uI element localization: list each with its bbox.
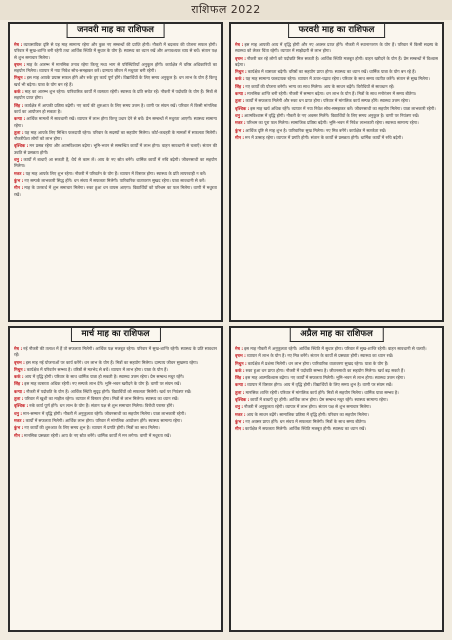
panel-body xyxy=(235,42,438,316)
sign-name: कर्क : xyxy=(14,374,24,380)
sign-text: कार्यों में बाधाएँ दूर होंगी। आर्थिक लाभ होगा। प्रेम सम्बन्ध मधुर रहेंगे। स्वास्थ्य सामान्य रहेगा। xyxy=(250,397,388,403)
sign-entry xyxy=(235,426,438,432)
sign-entry xyxy=(14,75,217,88)
sign-name: मेष : xyxy=(14,346,23,351)
sign-entry xyxy=(235,361,438,367)
sign-name: मिथुन : xyxy=(235,360,247,366)
sign-entry xyxy=(14,157,217,170)
sign-text: नए कार्यों की योजना बनेगी। भाग्य का साथ मिलेगा। आय के साधन बढ़ेंगे। विरोधियों से सावधान रहें। xyxy=(245,83,395,89)
sign-text: कार्यक्षेत्र में आपकी प्रतिष्ठा बढ़ेगी। नए कार्य की शुरुआत के लिए समय उत्तम है। वाणी पर संयम रखें। परिवार में किसी मांगलिक कार्य का आयोजन हो सकता है। xyxy=(14,102,217,114)
sign-name: कर्क : xyxy=(14,89,24,95)
sign-text: नए कार्यों की शुरुआत के लिए समय शुभ है। व्यापार में प्रगति होगी। मित्रों का साथ मिलेगा। xyxy=(24,425,160,431)
sign-entry xyxy=(14,425,217,431)
sign-entry xyxy=(14,62,217,75)
sign-name: सिंह : xyxy=(235,375,245,381)
sign-text: इस माह खर्च अधिक रहेंगे। व्यापार में नया निवेश सोच-समझकर करें। जीवनसाथी का सहयोग मिलेगा। यात्रा लाभकारी रहेगी। xyxy=(250,105,436,111)
panel-body xyxy=(14,42,217,316)
sign-name: मिथुन : xyxy=(14,366,26,372)
page-header-title: राशिफल 2022 xyxy=(191,3,261,16)
sign-name: कन्या : xyxy=(235,382,247,388)
sign-name: मिथुन : xyxy=(235,69,247,75)
sign-text: नौकरी में पदोन्नति के योग हैं। आर्थिक स्थिति सुदृढ़ होगी। विद्यार्थियों को सफलता मिलेगी। खर्च पर नियंत्रण रखें। xyxy=(26,388,192,394)
sign-text: माह के उत्तरार्ध में शुभ समाचार मिलेगा। रुका हुआ धन वापस आएगा। विद्यार्थियों को परिश्रम का फल मिलेगा। वाणी में मधुरता रखें। xyxy=(14,185,217,197)
sign-entry xyxy=(14,367,217,373)
sign-text: परिश्रम का पूरा फल मिलेगा। सामाजिक प्रतिष्ठा बढ़ेगी। भूमि-भवन में निवेश लाभकारी रहेगा। स्वास्थ्य सामान्य रहेगा। xyxy=(246,120,419,126)
sign-name: मीन : xyxy=(14,185,24,191)
sign-entry xyxy=(14,185,217,198)
sign-entry xyxy=(235,113,438,119)
sign-text: आय में वृद्धि होगी। परिवार के साथ धार्मिक यात्रा हो सकती है। स्वास्थ्य उत्तम रहेगा। प्रेम सम्बन्ध मधुर रहेंगे। xyxy=(24,374,185,380)
sign-entry xyxy=(235,91,438,97)
sign-name: मकर : xyxy=(14,417,25,423)
sign-name: सिंह : xyxy=(235,83,245,89)
sign-entry xyxy=(235,135,438,141)
sign-entry xyxy=(14,89,217,102)
sign-text: आत्मविश्वास में वृद्धि होगी। नौकरी के नए अवसर मिलेंगे। विद्यार्थियों के लिए समय अनुकूल है। वाणी पर नियंत्रण रखें। xyxy=(244,112,420,118)
sign-text: आय के साधन बढ़ेंगे। सामाजिक प्रतिष्ठा में वृद्धि होगी। परिवार का सहयोग मिलेगा। xyxy=(246,411,369,417)
sign-entry xyxy=(14,396,217,402)
sign-name: धनु : xyxy=(14,410,23,416)
sign-name: कन्या : xyxy=(14,388,26,394)
sign-text: मानसिक शान्ति बनी रहेगी। नौकरी में सम्मान बढ़ेगा। धन लाभ के योग हैं। मित्रों के साथ मनोरंजन में समय बीतेगा। xyxy=(247,91,417,97)
sign-entry xyxy=(235,84,438,90)
sign-entry xyxy=(14,411,217,417)
sign-name: मकर : xyxy=(14,170,25,176)
panel-title: अप्रैल माह का राशिफल xyxy=(289,327,383,342)
panel-april xyxy=(229,326,444,632)
sign-entry xyxy=(235,368,438,374)
sign-text: व्यापार में विस्तार होगा। आय में वृद्धि होगी। विद्यार्थियों के लिए समय शुभ है। वाणी पर संयम रखें। xyxy=(247,382,393,388)
sign-text: नौकरी में अनुकूलता रहेगी। व्यापार में लाभ होगा। संतान पक्ष से शुभ समाचार मिलेगा। xyxy=(244,404,372,410)
sign-name: मीन : xyxy=(235,426,245,432)
sign-text: मन प्रसन्न रहेगा और आत्मविश्वास बढ़ेगा। भूमि-भवन से सम्बन्धित कार्यों में लाभ होगा। वाहन सावधानी से चलाएँ। संतान की उन्नति से प्रसन्नता होगी। xyxy=(14,143,217,155)
sign-text: इस माह व्यस्तता अधिक रहेगी। नए सम्पर्क लाभ देंगे। भूमि-भवन खरीदने के योग हैं। वाणी पर संयम रखें। xyxy=(24,381,181,387)
sign-text: रुका हुआ धन प्राप्त होगा। नौकरी में पदोन्नति सम्भव है। जीवनसाथी का सहयोग मिलेगा। खर्च बढ़ सकते हैं। xyxy=(245,367,405,373)
sign-name: वृश्चिक : xyxy=(14,403,29,409)
sign-name: कन्या : xyxy=(14,116,26,122)
panel-january xyxy=(8,22,223,322)
sign-text: कार्यक्षेत्र में व्यस्तता बढ़ेगी। वरिष्ठों का सहयोग प्राप्त होगा। स्वास्थ्य का ध्यान रखें। धार्मिक यात्रा के योग बन रहे हैं। xyxy=(247,69,417,75)
sign-text: कार्यक्षेत्र में परिवर्तन सम्भव है। वरिष्ठों से मतभेद से बचें। व्यापार में लाभ होगा। यात्रा के योग हैं। xyxy=(26,366,168,372)
sign-name: वृश्चिक : xyxy=(235,105,250,111)
sign-entry xyxy=(235,69,438,75)
sign-entry xyxy=(235,375,438,381)
sign-name: कर्क : xyxy=(235,76,245,82)
page-header xyxy=(0,0,452,20)
sign-name: वृषभ : xyxy=(14,359,25,365)
sign-name: सिंह : xyxy=(14,102,24,108)
sign-name: तुला : xyxy=(14,396,24,402)
sign-name: तुला : xyxy=(235,98,245,104)
sign-name: कर्क : xyxy=(235,367,245,373)
sign-text: आर्थिक मामलों में सावधानी रखें। व्यापार में लाभ होगा किन्तु उधार देने से बचें। प्रेम सम्बन्धों में मधुरता आएगी। स्वास्थ्य सामान्य रहेगा। xyxy=(14,116,217,128)
sign-text: कार्यों में सफलता मिलेगी। आर्थिक लाभ होगा। परिवार में मांगलिक आयोजन होंगे। स्वास्थ्य सामान्य रहेगा। xyxy=(25,417,182,423)
sign-text: माह के आरम्भ में मानसिक तनाव रहेगा किन्तु मध्य भाग से परिस्थितियाँ अनुकूल होंगी। कार्यक्षेत्र में वरिष्ठ अधिकारियों का सहयोग मिलेगा। व्यापार में नया निवेश सोच-समझकर करें। दाम्पत्य जीवन में मधुरता बनी रहेगी। xyxy=(14,61,217,74)
sign-text: व्यावसायिक दृष्टि से यह माह सामान्य रहेगा और कुछ नए सम्बन्धों की प्राप्ति होगी। नौकरी में बदलाव की योजना सफल होगी। परिवार में सुख-शान्ति बनी रहेगी तथा आर्थिक स्थिति में सुधार के योग हैं। स्वास्थ्य का ध्यान रखें और अनावश्यक व्यय से बचें। संतान पक्ष से शुभ समाचार मिलेगा। xyxy=(14,42,217,60)
sign-entry xyxy=(14,103,217,116)
sign-text: कार्यों में बाधाएँ आ सकती हैं, धैर्य से काम लें। आय के नए स्रोत बनेंगे। धार्मिक कार्यों में रुचि बढ़ेगी। जीवनसाथी का सहयोग मिलेगा। xyxy=(14,157,217,169)
sign-entry xyxy=(14,403,217,409)
sign-text: नए अवसर प्राप्त होंगे। धन संचय में सफलता मिलेगी। मित्रों के साथ समय बीतेगा। xyxy=(245,418,367,424)
sign-name: वृश्चिक : xyxy=(235,397,250,403)
sign-text: कार्यक्षेत्र में सफलता मिलेगी। आर्थिक स्थिति मजबूत होगी। स्वास्थ्य का ध्यान रखें। xyxy=(245,426,366,432)
sign-text: इस माह आत्मविश्वास बढ़ेगा। नए कार्यों में सफलता मिलेगी। भूमि-भवन से लाभ होगा। स्वास्थ्य उत्तम रहेगा। xyxy=(245,375,405,381)
sign-entry xyxy=(235,390,438,396)
sign-name: मिथुन : xyxy=(14,75,26,81)
panel-march xyxy=(8,326,223,632)
sign-entry xyxy=(235,382,438,388)
panel-body xyxy=(14,346,217,626)
sign-name: वृषभ : xyxy=(14,61,26,67)
sign-text: इस माह नौकरी में अनुकूलता रहेगी। आर्थिक स्थिति में सुधार होगा। परिवार में सुख-शान्ति रहेगी। वाहन सावधानी से चलाएँ। xyxy=(244,346,427,351)
sign-name: मेष : xyxy=(235,346,244,351)
sign-name: मीन : xyxy=(235,134,245,140)
sign-entry xyxy=(235,120,438,126)
panel-body xyxy=(235,346,438,626)
sign-text: यह माह आपके लिए शुभ रहेगा। नौकरी में परिवर्तन के योग हैं। व्यापार में विस्तार होगा। स्वास्थ्य के प्रति लापरवाही न करें। xyxy=(25,170,207,176)
sign-entry xyxy=(14,116,217,129)
sign-entry xyxy=(235,404,438,410)
sign-entry xyxy=(14,360,217,366)
sign-entry xyxy=(235,56,438,69)
sign-text: आर्थिक दृष्टि से माह शुभ है। पारिवारिक सुख मिलेगा। नए मित्र बनेंगे। कार्यक्षेत्र में सतर्कता रखें। xyxy=(245,127,387,133)
panel-title: फरवरी माह का राशिफल xyxy=(288,23,386,38)
sign-name: मेष : xyxy=(14,42,23,47)
sign-text: मान-सम्मान में वृद्धि होगी। नौकरी में अनुकूलता रहेगी। जीवनसाथी का सहयोग मिलेगा। यात्रा लाभकारी रहेगी। xyxy=(23,410,186,416)
sign-text: मानसिक शान्ति रहेगी। परिवार में मांगलिक कार्य होंगे। मित्रों से सहयोग मिलेगा। धार्मिक यात्रा सम्भव है। xyxy=(245,389,399,395)
sign-name: वृषभ : xyxy=(235,353,246,359)
sign-entry xyxy=(14,433,217,439)
sign-name: कुंभ : xyxy=(14,425,24,431)
sign-entry xyxy=(14,389,217,395)
sign-name: धनु : xyxy=(235,404,244,410)
sign-name: तुला : xyxy=(235,389,245,395)
sign-entry xyxy=(235,397,438,403)
sign-entry xyxy=(235,128,438,134)
sign-entry xyxy=(14,418,217,424)
sign-entry xyxy=(235,419,438,425)
sign-name: मकर : xyxy=(235,120,246,126)
sign-text: इस माह नई योजनाओं पर कार्य करेंगे। धन लाभ के योग हैं। मित्रों का सहयोग मिलेगा। दाम्पत्य जीवन सुखमय रहेगा। xyxy=(25,359,199,365)
sign-entry xyxy=(235,42,438,55)
sign-entry xyxy=(235,98,438,104)
sign-text: कार्यक्षेत्र में प्रशंसा मिलेगी। धन लाभ होगा। पारिवारिक वातावरण सुखद रहेगा। यात्रा के योग हैं। xyxy=(247,360,389,366)
sign-name: मीन : xyxy=(14,432,24,438)
sign-text: मन में उत्साह रहेगा। व्यापार में प्रगति होगी। संतान के कार्यों से प्रसन्नता होगी। धार्मिक कार्यों में रुचि बढ़ेगी। xyxy=(245,134,403,140)
sign-entry xyxy=(14,381,217,387)
sign-name: सिंह : xyxy=(14,381,24,387)
sign-name: तुला : xyxy=(14,129,24,135)
sign-text: माह का आरम्भ शुभ रहेगा। पारिवारिक कार्यों में व्यस्तता रहेगी। स्वास्थ्य के प्रति सचेत रहें। नौकरी में पदोन्नति के योग हैं। मित्रों से सहयोग प्राप्त होगा। xyxy=(14,89,217,101)
sign-name: कन्या : xyxy=(235,91,247,97)
sign-entry xyxy=(235,76,438,82)
sign-text: इस माह आपके प्रयास सफल होंगे और रुके हुए कार्य पूर्ण होंगे। विद्यार्थियों के लिए समय अनुकूल है। धन लाभ के योग हैं किन्तु खर्च भी बढ़ेगा। यात्रा के योग बन रहे हैं। xyxy=(14,75,217,87)
sign-name: धनु : xyxy=(14,157,23,163)
sign-name: कुंभ : xyxy=(235,418,245,424)
sign-name: मेष : xyxy=(235,42,244,47)
sign-text: रुके कार्य पूर्ण होंगे। धन लाभ के योग हैं। संतान पक्ष से शुभ समाचार मिलेगा। विरोधी परास्त होंगे। xyxy=(29,403,174,409)
sign-text: यह माह आपके लिए मिश्रित फलदायी रहेगा। परिवार के सदस्यों का सहयोग मिलेगा। कोर्ट-कचहरी के मामलों में सफलता मिलेगी। नौकरीपेशा लोगों को लाभ होगा। xyxy=(14,129,217,142)
sign-name: धनु : xyxy=(235,112,244,118)
sign-text: नए सम्पर्क लाभकारी सिद्ध होंगे। धन संचय में सफलता मिलेगी। पारिवारिक वातावरण सुखद रहेगा। यात्रा सावधानी से करें। xyxy=(24,177,206,183)
sign-text: परिवार में खुशी का माहौल रहेगा। व्यापार में विस्तार होगा। मित्रों से लाभ मिलेगा। स्वास्थ्य का ध्यान रखें। xyxy=(24,396,179,402)
sign-entry xyxy=(14,143,217,156)
sign-text: नौकरी कर रहे लोगों को पदोन्नति मिल सकती है। आर्थिक स्थिति मजबूत होगी। वाहन खरीदने के योग हैं। प्रेम सम्बन्धों में विश्वास बढ़ेगा। xyxy=(235,55,438,67)
sign-entry xyxy=(235,106,438,112)
sign-name: मकर : xyxy=(235,411,246,417)
sign-text: इस माह आपकी आय में वृद्धि होगी और नए अवसर प्राप्त होंगे। नौकरी में स्थानान्तरण के योग हैं। परिवार में किसी सदस्य के स्वास्थ्य को लेकर चिंता रहेगी। व्यापार में साझेदारी से लाभ होगा। xyxy=(235,42,438,54)
panel-february xyxy=(229,22,444,322)
sign-entry xyxy=(235,412,438,418)
sign-entry xyxy=(14,374,217,380)
panel-title: मार्च माह का राशिफल xyxy=(70,327,160,342)
sign-text: यह माह सामान्य फलदायक रहेगा। व्यापार में उतार-चढ़ाव रहेगा। परिवार के साथ समय व्यतीत करेंगे। संतान से सुख मिलेगा। xyxy=(245,76,430,82)
sign-entry xyxy=(14,130,217,143)
sign-name: वृश्चिक : xyxy=(14,143,29,149)
sign-entry xyxy=(235,353,438,359)
sign-name: कुंभ : xyxy=(235,127,245,133)
panel-title: जनवरी माह का राशिफल xyxy=(66,23,165,38)
sign-name: कुंभ : xyxy=(14,177,24,183)
sign-entry xyxy=(14,178,217,184)
sign-name: वृषभ : xyxy=(235,55,246,61)
sign-entry xyxy=(235,346,438,352)
sign-text: मानसिक प्रसन्नता रहेगी। आय के नए स्रोत बनेंगे। धार्मिक कार्यों में मन लगेगा। वाणी में मधुरता रखें। xyxy=(24,432,171,438)
sign-text: व्यापार में लाभ के योग हैं। नए मित्र बनेंगे। संतान के कार्यों से प्रसन्नता होगी। स्वास्थ्य का ध्यान रखें। xyxy=(246,353,394,359)
sign-entry xyxy=(14,346,217,359)
sign-text: नई नौकरी की तलाश में हैं तो सफलता मिलेगी। आर्थिक पक्ष मजबूत रहेगा। परिवार में सुख-शान्ति रहेगी। स्वास्थ्य के प्रति सावधान रहें। xyxy=(14,346,217,358)
sign-entry xyxy=(14,42,217,61)
sign-entry xyxy=(14,171,217,177)
sign-text: कार्यों में सफलता मिलेगी और रुका धन प्राप्त होगा। परिवार में मांगलिक कार्य सम्पन्न होंगे। स्वास्थ्य उत्तम रहेगा। xyxy=(245,98,410,104)
